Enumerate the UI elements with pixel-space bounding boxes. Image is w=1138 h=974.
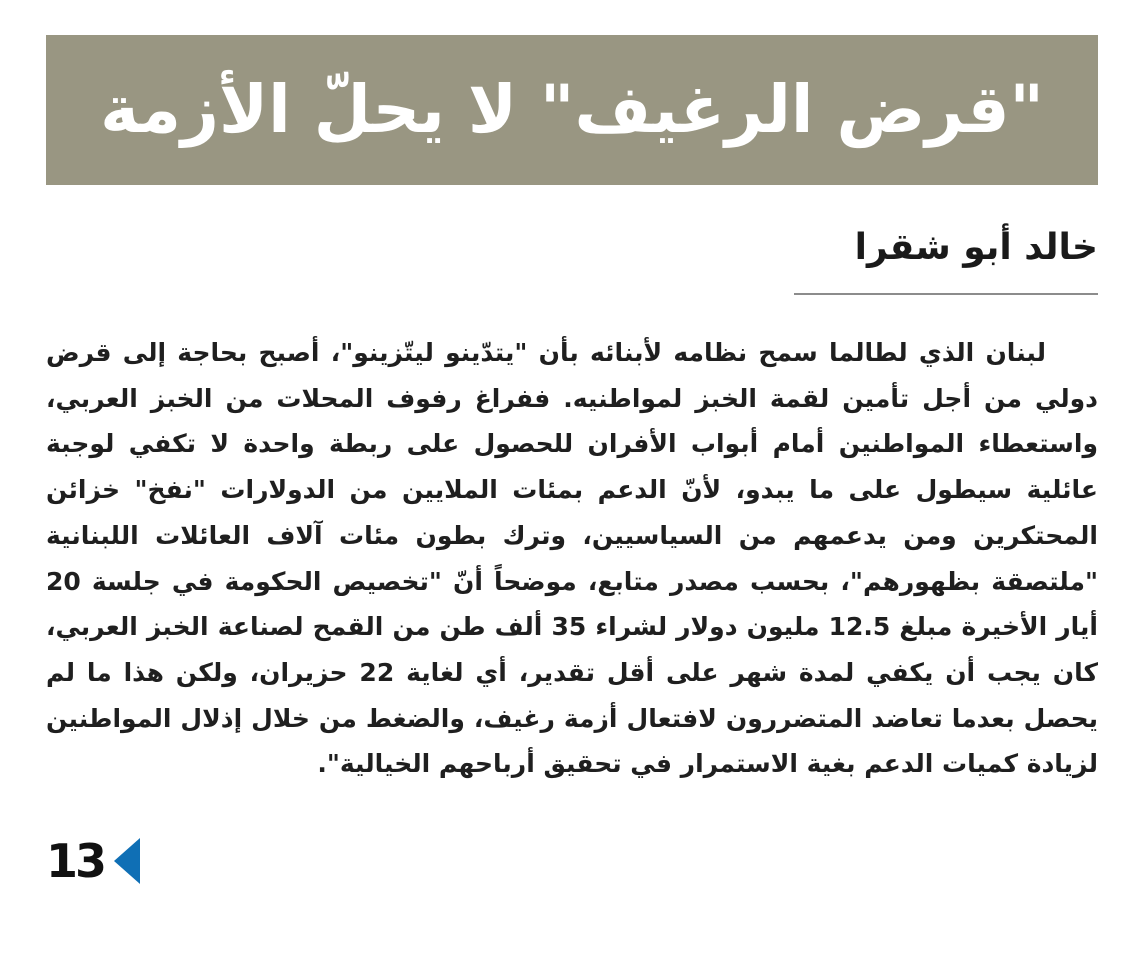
headline: "قرض الرغيف" لا يحلّ الأزمة	[100, 71, 1044, 148]
page-number: 13	[46, 834, 105, 888]
triangle-arrow-icon	[114, 838, 140, 884]
page-marker	[46, 834, 140, 888]
author-byline: خالد أبو شقرا	[854, 227, 1098, 268]
headline-banner	[46, 35, 1098, 185]
byline-divider	[794, 293, 1098, 295]
article-body: لبنان الذي لطالما سمح نظامه لأبنائه بأن "يتدّينو ليتّزينو"، أصبح بحاجة إلى قرض دولي من أجل تأمين لقمة الخبز لمواطنيه. ففراغ رفوف المحلات من الخبز العربي، واستعطاء المواطنين أمام أبواب الأفران للحصول على ربطة واحدة لا تكفي لوجبة عائلية سيطول على ما يبدو، لأنّ الدعم بمئات الملايين من الدولارات "نفخ" خزائن المحتكرين ومن يدعمهم من السياسيين، وترك بطون مئات آلاف العائلات اللبنانية "ملتصقة بظهورهم"، بحسب مصدر متابع، موضحاً أنّ "تخصيص الحكومة في جلسة 20 أيار الأخيرة مبلغ 12.5 مليون دولار لشراء 35 ألف طن من القمح لصناعة الخبز العربي، كان يجب أن يكفي لمدة شهر على أقل تقدير، أي لغاية 22 حزيران، ولكن هذا ما لم يحصل بعدما تعاضد المتضررون لافتعال أزمة رغيف، والضغط من خلال إذلال المواطنين لزيادة كميات الدعم بغية الاستمرار في تحقيق أرباحهم الخيالية".	[46, 338, 1098, 779]
